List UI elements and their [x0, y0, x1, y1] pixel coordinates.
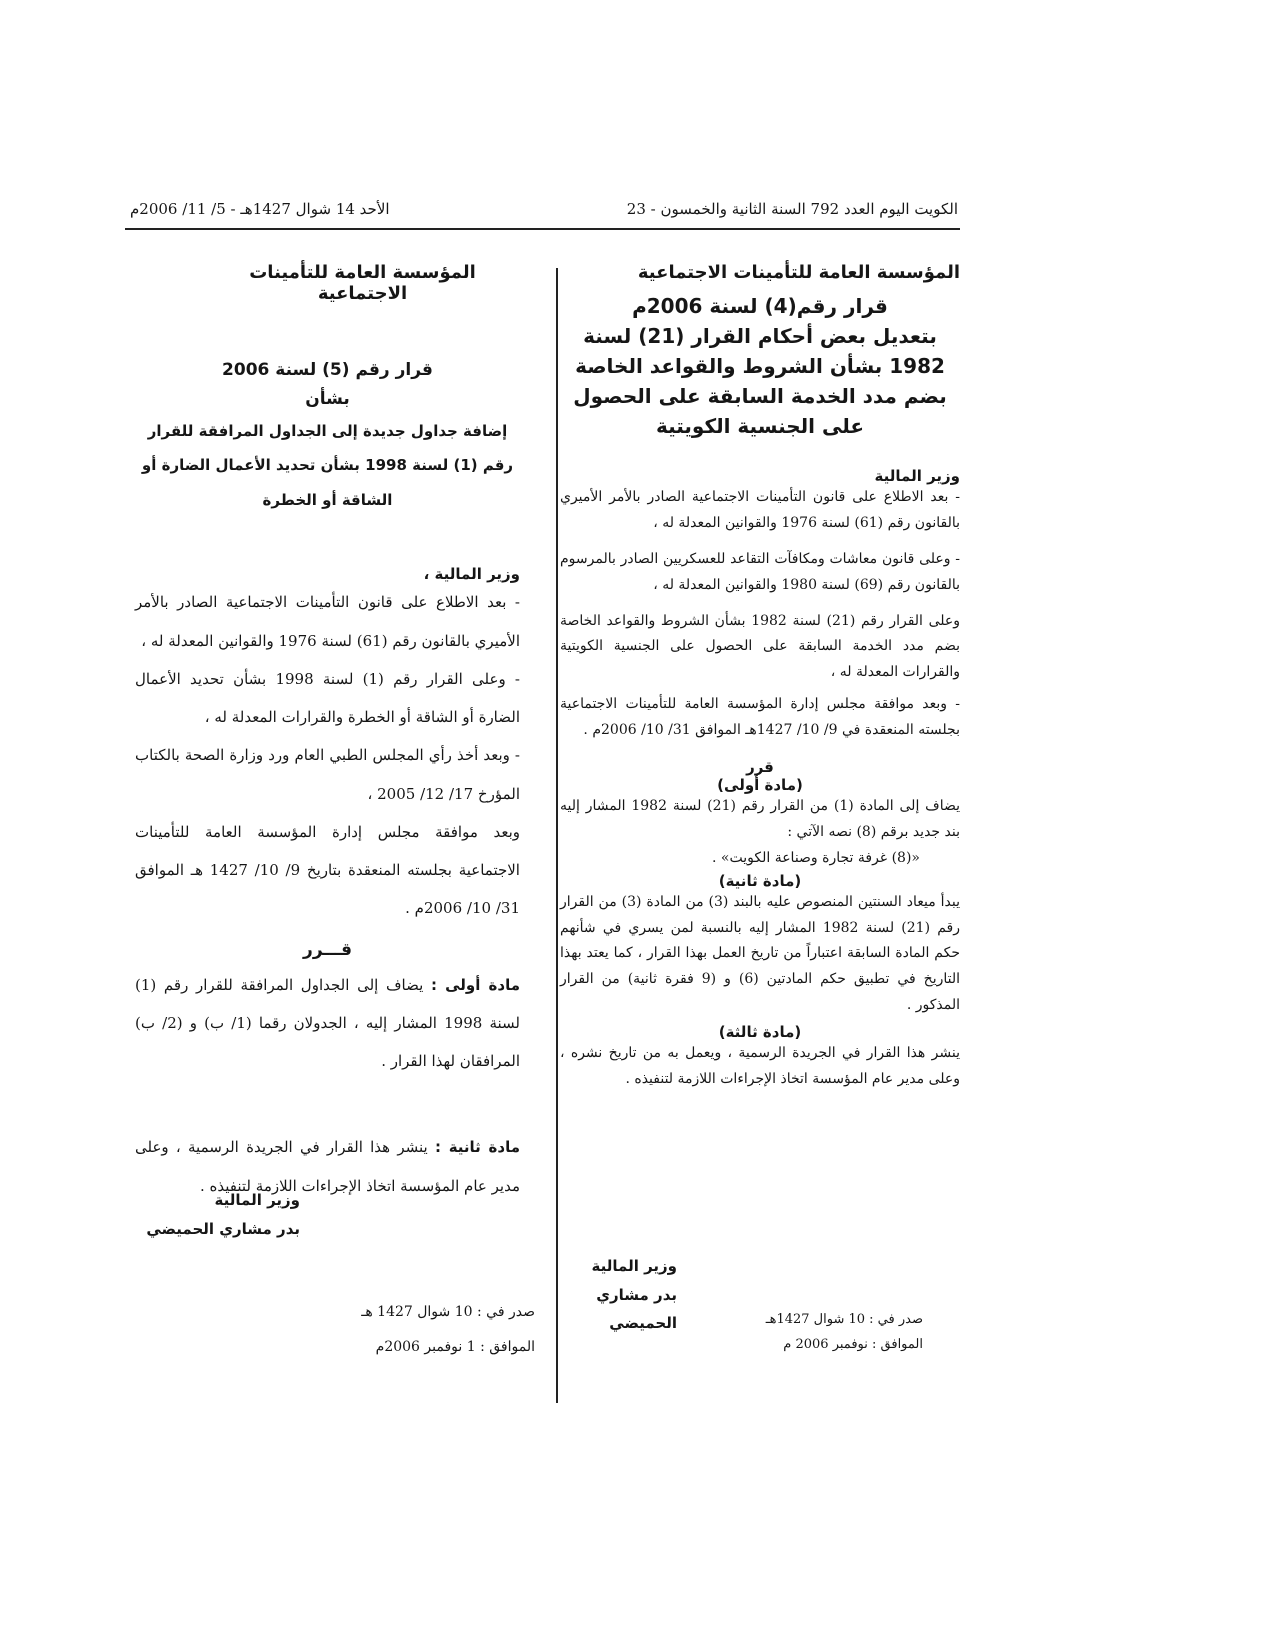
signature-block	[527, 1252, 677, 1338]
recital: - وعلى القرار رقم (1) لسنة 1998 بشأن تحديد الأعمال الضارة أو الشاقة أو الخطرة والقرارات المعدلة له ،	[135, 669, 520, 727]
recital: وعلى القرار رقم (21) لسنة 1982 بشأن الشروط والقواعد الخاصة بضم مدد الخدمة السابقة على الحصول على الجنسية الكويتية والقرارات المعدلة له ،	[560, 612, 960, 681]
decision-5-column	[135, 262, 520, 1205]
about-label: بشأن	[305, 388, 350, 409]
article-heading: (مادة ثانية)	[718, 871, 802, 890]
recital: وبعد موافقة مجلس إدارة المؤسسة العامة للتأمينات الاجتماعية بجلسته المنعقدة بتاريخ 9/ 10/ 1427 هـ الموافق 31/ 10/ 2006م .	[135, 822, 520, 918]
article-text: «(8) غرفة تجارة وصناعة الكويت» .	[712, 849, 920, 866]
corresponding-date: الموافق : نوفمبر 2006 م	[783, 1336, 923, 1352]
article-text: ينشر هذا القرار في الجريدة الرسمية ، وعلى مدير عام المؤسسة اتخاذ الإجراءات اللازمة لتنفيذه .	[135, 1138, 520, 1195]
institution-name: المؤسسة العامة للتأمينات الاجتماعية	[637, 262, 960, 283]
issued-date: صدر في : 10 شوال 1427 هـ	[361, 1304, 535, 1320]
recital: - وعلى قانون معاشات ومكافآت التقاعد للعسكريين الصادر بالمرسوم بالقانون رقم (69) لسنة 1980 والقوانين المعدلة له ،	[560, 550, 960, 593]
article-text: يبدأ ميعاد السنتين المنصوص عليه بالبند (3) من المادة (3) من القرار رقم (21) لسنة 1982 المشار إليه بالنسبة لمن يسري في شأنهم حكم المادة السابقة اعتباراً من تاريخ العمل بهذا القرار ، كما يعتد بهذا التاريخ في تطبيق حكم المادتين (6) و (9 فقرة ثانية) من القرار المذكور .	[560, 893, 961, 1014]
header-issue-info: الكويت اليوم العدد 792 السنة الثانية والخمسون - 23	[626, 200, 958, 218]
header-date: الأحد 14 شوال 1427هـ - 5/ 11/ 2006م	[130, 200, 390, 218]
minister-heading: وزير المالية ،	[423, 565, 520, 584]
article-heading: مادة أولى :	[431, 975, 520, 994]
signature-name: بدر مشاري الحميضي	[146, 1219, 300, 1238]
signature-title: وزير المالية	[591, 1257, 677, 1275]
decision-subtitle: بتعديل بعض أحكام القرار (21) لسنة 1982 بشأن الشروط والقواعد الخاصة بضم مدد الخدمة السابقة على الحصول على الجنسية الكويتية	[573, 324, 947, 438]
decision-title: قرار رقم (5) لسنة 2006	[222, 360, 433, 380]
recital: - وبعد موافقة مجلس إدارة المؤسسة العامة للتأمينات الاجتماعية بجلسته المنعقدة في 9/ 10/ 1427هـ الموافق 31/ 10/ 2006م .	[560, 696, 960, 739]
issued-date: صدر في : 10 شوال 1427هـ	[765, 1312, 923, 1327]
issue-date-block	[743, 1308, 923, 1357]
article-text: يضاف إلى الجداول المرافقة للقرار رقم (1) لسنة 1998 المشار إليه ، الجدولان رقما (1/ ب) و (2/ ب) المرافقان لهذا القرار .	[135, 975, 520, 1071]
recital: - بعد الاطلاع على قانون التأمينات الاجتماعية الصادر بالأمر الأميري بالقانون رقم (61) لسنة 1976 والقوانين المعدلة له ،	[135, 593, 520, 650]
article-1	[135, 966, 520, 1081]
minister-heading: وزير المالية	[874, 467, 960, 485]
institution-name: المؤسسة العامة للتأمينات الاجتماعية	[249, 262, 476, 304]
article-text: يضاف إلى المادة (1) من القرار رقم (21) لسنة 1982 المشار إليه بند جديد برقم (8) نصه الآتي :	[560, 798, 960, 840]
signature-block	[140, 1186, 300, 1243]
article-text: ينشر هذا القرار في الجريدة الرسمية ، ويعمل به من تاريخ نشره ، وعلى مدير عام المؤسسة اتخاذ الإجراءات اللازمة لتنفيذه .	[560, 1045, 960, 1088]
recital: - بعد الاطلاع على قانون التأمينات الاجتماعية الصادر بالأمر الأميري بالقانون رقم (61) لسنة 1976 والقوانين المعدلة له ،	[560, 489, 960, 531]
decided-heading: قرر	[746, 758, 774, 777]
corresponding-date: الموافق : 1 نوفمبر 2006م	[375, 1339, 535, 1355]
recital: - وبعد أخذ رأي المجلس الطبي العام ورد وزارة الصحة بالكتاب المؤرخ 17/ 12/ 2005 ،	[135, 746, 520, 803]
article-heading: مادة ثانية :	[434, 1138, 520, 1157]
signature-name: بدر مشاري الحميضي	[596, 1285, 677, 1332]
article-heading: (مادة ثالثة)	[718, 1023, 802, 1042]
issue-date-block	[335, 1295, 535, 1365]
decision-title: قرار رقم(4) لسنة 2006م	[632, 294, 888, 318]
signature-title: وزير المالية	[214, 1191, 300, 1209]
article-heading: (مادة أولى)	[717, 776, 803, 795]
column-divider	[556, 268, 558, 1403]
decision-4-column	[560, 262, 960, 1093]
decision-subtitle: إضافة جداول جديدة إلى الجداول المرافقة للقرار رقم (1) لسنة 1998 بشأن تحديد الأعمال الضارة أو الشاقة أو الخطرة	[141, 421, 514, 509]
header-divider	[125, 228, 960, 230]
decided-heading: قـــرر	[303, 939, 352, 960]
